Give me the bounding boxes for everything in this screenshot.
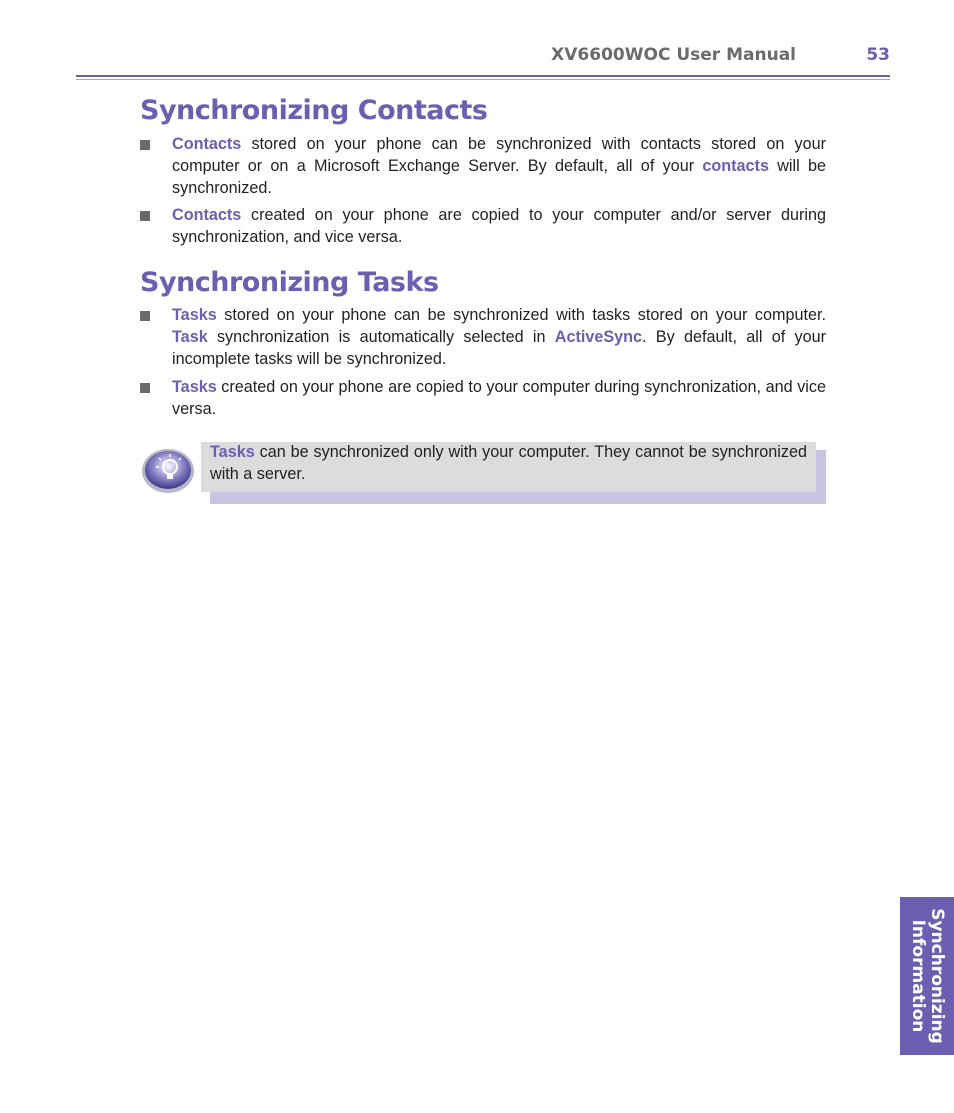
side-tab-line1: Synchronizing bbox=[927, 908, 947, 1044]
bullet-text bbox=[172, 305, 826, 370]
text-run: created on your phone are copied to your computer and/or server during synchronization, and vice versa. bbox=[172, 206, 826, 246]
side-chapter-tab bbox=[900, 897, 954, 1055]
text-run: will be synchronized. bbox=[172, 156, 826, 197]
header-rule-thin bbox=[76, 79, 890, 80]
text-run: stored on your phone can be synchronized with tasks stored on your computer. bbox=[216, 306, 826, 324]
square-bullet-icon bbox=[140, 211, 150, 221]
bullet-text bbox=[172, 205, 826, 249]
square-bullet-icon bbox=[140, 140, 150, 150]
note-text bbox=[210, 442, 807, 486]
highlighted-term: Tasks bbox=[172, 378, 217, 396]
bullet-item bbox=[140, 134, 826, 199]
highlighted-term: Tasks bbox=[210, 443, 255, 461]
highlighted-term: Task bbox=[172, 327, 208, 346]
bullet-text bbox=[172, 134, 826, 199]
square-bullet-icon bbox=[140, 383, 150, 393]
note-box bbox=[201, 442, 816, 492]
text-run: can be synchronized only with your computer. They cannot be synchronized with a server. bbox=[210, 443, 807, 483]
side-tab-label bbox=[908, 897, 946, 1055]
bullet-item bbox=[140, 205, 826, 249]
highlighted-term: ActiveSync bbox=[554, 327, 643, 346]
side-tab-line2: Information bbox=[908, 919, 928, 1033]
bullet-item bbox=[140, 377, 826, 421]
section-heading-contacts: Synchronizing Contacts bbox=[140, 95, 488, 126]
page-number: 53 bbox=[866, 45, 890, 65]
section-heading-tasks: Synchronizing Tasks bbox=[140, 267, 439, 298]
square-bullet-icon bbox=[140, 311, 150, 321]
text-run: stored on your phone can be synchronized with contacts stored on your computer or on a Microsoft Exchange Server. By default, all of your bbox=[172, 135, 826, 175]
bullet-text bbox=[172, 377, 826, 421]
text-run: synchronization is automatically selected in bbox=[207, 327, 555, 346]
highlighted-term: contacts bbox=[702, 156, 769, 175]
header-rule bbox=[76, 75, 890, 77]
manual-title: XV6600WOC User Manual bbox=[551, 45, 796, 65]
lightbulb-icon bbox=[140, 445, 195, 495]
highlighted-term: Tasks bbox=[172, 306, 217, 324]
highlighted-term: Contacts bbox=[172, 135, 242, 153]
text-run: . By default, all of your incomplete tasks will be synchronized. bbox=[172, 327, 826, 368]
bullet-item bbox=[140, 305, 826, 370]
text-run: created on your phone are copied to your computer during synchronization, and vice versa. bbox=[172, 378, 826, 418]
highlighted-term: Contacts bbox=[172, 206, 242, 224]
